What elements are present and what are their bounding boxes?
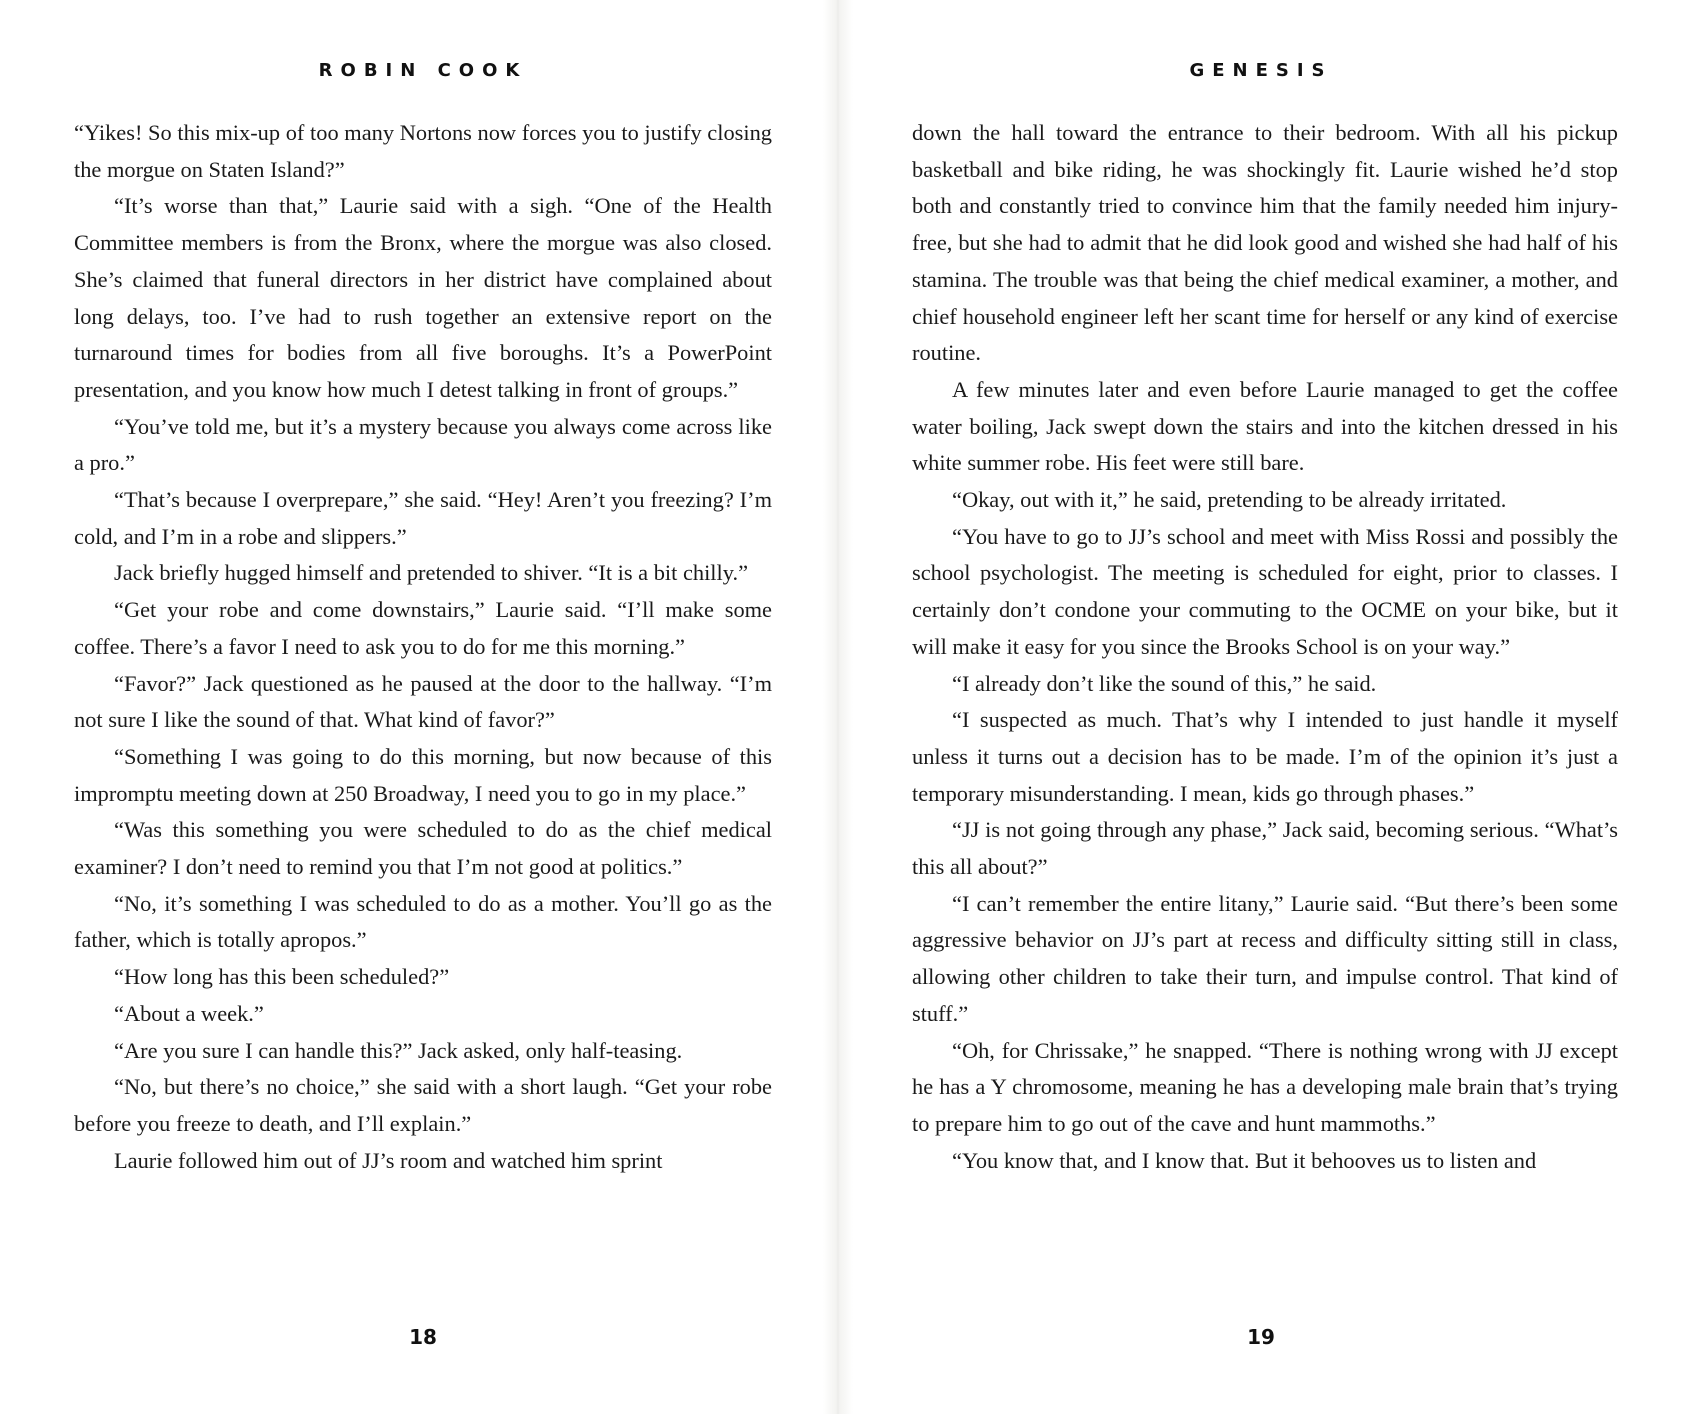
paragraph: “Are you sure I can handle this?” Jack asked, only half-teasing. [114, 1037, 683, 1063]
right-page [838, 0, 1687, 1414]
paragraph: “About a week.” [114, 1000, 264, 1026]
paragraph: “I can’t remember the entire litany,” Laurie said. “But there’s been some aggressive behavior on JJ’s part at recess and difficulty sitting still in class, allowing other children to take their turn, and impulse control. That kind of stuff.” [912, 890, 1618, 1026]
left-page-text [74, 115, 772, 1179]
paragraph: “That’s because I overprepare,” she said. “Hey! Aren’t you freezing? I’m cold, and I’m in a robe and slippers.” [74, 487, 772, 549]
paragraph: “Was this something you were scheduled to do as the chief medical examiner? I don’t need to remind you that I’m not good at politics.” [74, 817, 772, 880]
paragraph: “Oh, for Chrissake,” he snapped. “There is nothing wrong with JJ except he has a Y chromosome, meaning he has a developing male brain that’s trying to prepare him to go out of the cave and hunt mammoths.” [912, 1037, 1618, 1136]
paragraph: “No, it’s something I was scheduled to do as a mother. You’ll go as the father, which is totally apropos.” [74, 890, 772, 953]
right-page-text [912, 115, 1618, 1179]
page-number-right: 19 [1247, 1325, 1275, 1349]
running-head-author: ROBIN COOK [318, 60, 528, 81]
paragraph: “You know that, and I know that. But it behooves us to listen and [952, 1147, 1537, 1173]
paragraph: “Favor?” Jack questioned as he paused at the door to the hallway. “I’m not sure I like the sound of that. What kind of favor?” [74, 670, 772, 733]
paragraph: down the hall toward the entrance to their bedroom. With all his pickup basketball and bike riding, he was shockingly fit. Laurie wished he’d stop both and constantly tried to convince him that the family needed him injury-free, but she had to admit that he did look good and wished she had half of his stamina. The trouble was that being the chief medical examiner, a mother, and chief household engineer left her scant time for herself or any kind of exercise routine. [912, 120, 1618, 366]
paragraph: “Something I was going to do this morning, but now because of this impromptu meeting down at 250 Broadway, I need you to go in my place.” [74, 743, 772, 806]
paragraph: “You’ve told me, but it’s a mystery because you always come across like a pro.” [74, 413, 772, 476]
running-head-title: GENESIS [1189, 60, 1333, 81]
paragraph: “Yikes! So this mix-up of too many Nortons now forces you to justify closing the morgue on Staten Island?” [74, 120, 772, 182]
page-number-left: 18 [409, 1325, 437, 1349]
paragraph: “You have to go to JJ’s school and meet with Miss Rossi and possibly the school psychologist. The meeting is scheduled for eight, prior to classes. I certainly don’t condone your commuting to the OCME on your bike, but it will make it easy for you since the Brooks School is on your way.” [912, 523, 1618, 659]
paragraph: “I suspected as much. That’s why I intended to just handle it myself unless it turns out a decision has to be made. I’m of the opinion it’s just a temporary misunderstanding. I mean, kids go through phases.” [912, 707, 1618, 806]
left-page [0, 0, 838, 1414]
paragraph: A few minutes later and even before Laurie managed to get the coffee water boiling, Jack swept down the stairs and into the kitchen dressed in his white summer robe. His feet were still bare. [912, 376, 1618, 476]
paragraph: “JJ is not going through any phase,” Jack said, becoming serious. “What’s this all about?” [912, 817, 1618, 880]
paragraph: Jack briefly hugged himself and pretended to shiver. “It is a bit chilly.” [114, 560, 749, 586]
paragraph: Laurie followed him out of JJ’s room and watched him sprint [114, 1147, 663, 1173]
paragraph: “No, but there’s no choice,” she said with a short laugh. “Get your robe before you freeze to death, and I’ll explain.” [74, 1074, 772, 1136]
book-gutter [823, 0, 853, 1414]
paragraph: “Get your robe and come downstairs,” Laurie said. “I’ll make some coffee. There’s a favor I need to ask you to do for me this morning.” [74, 597, 772, 659]
paragraph: “It’s worse than that,” Laurie said with a sigh. “One of the Health Committee members is from the Bronx, where the morgue was also closed. She’s claimed that funeral directors in her district have complained about long delays, too. I’ve had to rush together an extensive report on the turnaround times for bodies from all five boroughs. It’s a PowerPoint presentation, and you know how much I detest talking in front of groups.” [74, 193, 772, 402]
paragraph: “I already don’t like the sound of this,” he said. [952, 670, 1377, 696]
paragraph: “How long has this been scheduled?” [114, 964, 450, 990]
paragraph: “Okay, out with it,” he said, pretending to be already irritated. [952, 487, 1507, 513]
